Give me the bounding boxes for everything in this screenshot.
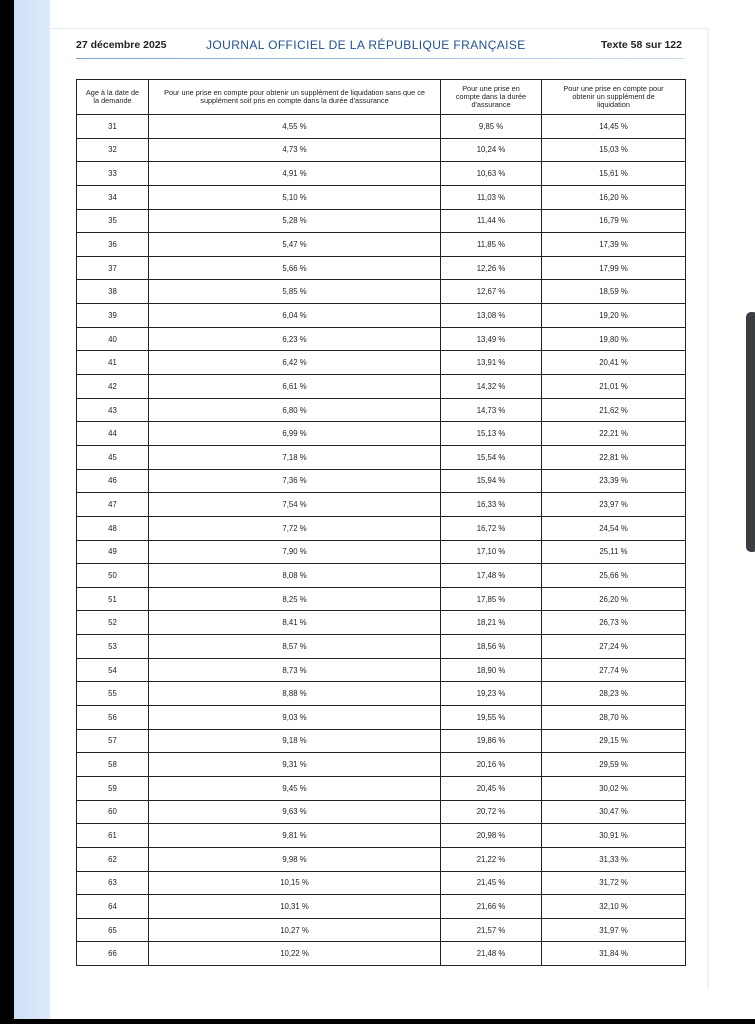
cell-age: 41	[77, 351, 149, 375]
table-row	[77, 233, 686, 257]
cell-age: 48	[77, 516, 149, 540]
table-row	[77, 327, 686, 351]
table-row	[77, 871, 686, 895]
table-row	[77, 185, 686, 209]
cell-supplement-liquidation: 16,79 %	[542, 209, 686, 233]
cell-supplement-only: 9,31 %	[149, 753, 441, 777]
table-row	[77, 138, 686, 162]
cell-age: 59	[77, 776, 149, 800]
cell-duree-assurance: 11,44 %	[441, 209, 542, 233]
column-header-supplement-only: Pour une prise en compte pour obtenir un supplément de liquidation sans que ce supplément soit pris en compte dans la durée d'assurance	[149, 80, 441, 115]
cell-age: 55	[77, 682, 149, 706]
cell-duree-assurance: 20,45 %	[441, 776, 542, 800]
cell-supplement-liquidation: 32,10 %	[542, 895, 686, 919]
rates-table	[76, 79, 686, 966]
cell-supplement-only: 5,85 %	[149, 280, 441, 304]
cell-supplement-liquidation: 30,47 %	[542, 800, 686, 824]
cell-supplement-liquidation: 24,54 %	[542, 516, 686, 540]
cell-age: 60	[77, 800, 149, 824]
cell-supplement-only: 9,45 %	[149, 776, 441, 800]
cell-supplement-liquidation: 21,01 %	[542, 375, 686, 399]
cell-supplement-liquidation: 25,66 %	[542, 564, 686, 588]
cell-duree-assurance: 21,48 %	[441, 942, 542, 966]
cell-supplement-liquidation: 22,81 %	[542, 445, 686, 469]
cell-supplement-only: 5,47 %	[149, 233, 441, 257]
cell-supplement-liquidation: 16,20 %	[542, 185, 686, 209]
cell-supplement-liquidation: 30,02 %	[542, 776, 686, 800]
cell-duree-assurance: 11,85 %	[441, 233, 542, 257]
cell-duree-assurance: 9,85 %	[441, 115, 542, 139]
cell-age: 44	[77, 422, 149, 446]
cell-supplement-only: 8,73 %	[149, 658, 441, 682]
cell-duree-assurance: 16,33 %	[441, 493, 542, 517]
cell-age: 49	[77, 540, 149, 564]
table-row	[77, 611, 686, 635]
cell-duree-assurance: 13,08 %	[441, 304, 542, 328]
table-row	[77, 895, 686, 919]
table-row	[77, 682, 686, 706]
cell-supplement-liquidation: 26,20 %	[542, 587, 686, 611]
cell-duree-assurance: 19,55 %	[441, 706, 542, 730]
cell-age: 56	[77, 706, 149, 730]
cell-age: 40	[77, 327, 149, 351]
table-row	[77, 658, 686, 682]
cell-supplement-liquidation: 29,15 %	[542, 729, 686, 753]
cell-supplement-liquidation: 15,61 %	[542, 162, 686, 186]
cell-supplement-liquidation: 27,24 %	[542, 635, 686, 659]
table-row	[77, 635, 686, 659]
cell-age: 34	[77, 185, 149, 209]
table-row	[77, 942, 686, 966]
cell-age: 47	[77, 493, 149, 517]
cell-supplement-only: 9,03 %	[149, 706, 441, 730]
cell-age: 36	[77, 233, 149, 257]
page-edge	[707, 28, 709, 988]
cell-age: 50	[77, 564, 149, 588]
cell-age: 57	[77, 729, 149, 753]
table-row	[77, 564, 686, 588]
journal-title: JOURNAL OFFICIEL DE LA RÉPUBLIQUE FRANÇAISE	[206, 38, 526, 52]
cell-age: 52	[77, 611, 149, 635]
cell-duree-assurance: 13,49 %	[441, 327, 542, 351]
column-header-duree-assurance: Pour une prise en compte dans la durée d'assurance	[441, 80, 542, 115]
cell-supplement-only: 4,55 %	[149, 115, 441, 139]
cell-duree-assurance: 15,94 %	[441, 469, 542, 493]
cell-supplement-liquidation: 20,41 %	[542, 351, 686, 375]
cell-supplement-liquidation: 31,33 %	[542, 847, 686, 871]
cell-duree-assurance: 20,16 %	[441, 753, 542, 777]
cell-age: 65	[77, 918, 149, 942]
cell-duree-assurance: 15,54 %	[441, 445, 542, 469]
cell-supplement-only: 9,81 %	[149, 824, 441, 848]
cell-supplement-only: 9,98 %	[149, 847, 441, 871]
table-row	[77, 540, 686, 564]
cell-duree-assurance: 21,22 %	[441, 847, 542, 871]
cell-age: 62	[77, 847, 149, 871]
cell-supplement-only: 8,57 %	[149, 635, 441, 659]
cell-supplement-only: 6,42 %	[149, 351, 441, 375]
table-row	[77, 398, 686, 422]
cell-supplement-liquidation: 30,91 %	[542, 824, 686, 848]
cell-supplement-liquidation: 17,99 %	[542, 256, 686, 280]
table-row	[77, 753, 686, 777]
cell-duree-assurance: 16,72 %	[441, 516, 542, 540]
cell-duree-assurance: 10,24 %	[441, 138, 542, 162]
cell-age: 53	[77, 635, 149, 659]
cell-duree-assurance: 20,72 %	[441, 800, 542, 824]
table-row	[77, 493, 686, 517]
cell-supplement-only: 6,23 %	[149, 327, 441, 351]
cell-supplement-liquidation: 19,20 %	[542, 304, 686, 328]
header-date: 27 décembre 2025	[76, 39, 167, 51]
cell-supplement-only: 7,72 %	[149, 516, 441, 540]
cell-supplement-liquidation: 14,45 %	[542, 115, 686, 139]
table-row	[77, 729, 686, 753]
cell-duree-assurance: 14,73 %	[441, 398, 542, 422]
column-header-age: Age à la date de la demande	[77, 80, 149, 115]
cell-duree-assurance: 11,03 %	[441, 185, 542, 209]
cell-supplement-only: 7,54 %	[149, 493, 441, 517]
cell-supplement-only: 6,80 %	[149, 398, 441, 422]
column-header-supplement-liquidation: Pour une prise en compte pour obtenir un supplément de liquidation	[542, 80, 686, 115]
cell-duree-assurance: 21,57 %	[441, 918, 542, 942]
table-row	[77, 776, 686, 800]
cell-age: 46	[77, 469, 149, 493]
cell-supplement-liquidation: 15,03 %	[542, 138, 686, 162]
viewer-left-margin	[14, 0, 50, 1019]
cell-supplement-only: 8,41 %	[149, 611, 441, 635]
cell-supplement-only: 10,22 %	[149, 942, 441, 966]
table-row	[77, 824, 686, 848]
cell-duree-assurance: 15,13 %	[441, 422, 542, 446]
cell-age: 63	[77, 871, 149, 895]
cell-age: 31	[77, 115, 149, 139]
cell-supplement-liquidation: 28,23 %	[542, 682, 686, 706]
page-header	[76, 36, 682, 56]
cell-supplement-only: 7,90 %	[149, 540, 441, 564]
cell-duree-assurance: 17,48 %	[441, 564, 542, 588]
cell-age: 43	[77, 398, 149, 422]
cell-supplement-liquidation: 23,39 %	[542, 469, 686, 493]
cell-age: 35	[77, 209, 149, 233]
cell-duree-assurance: 12,67 %	[441, 280, 542, 304]
cell-supplement-liquidation: 17,39 %	[542, 233, 686, 257]
cell-age: 45	[77, 445, 149, 469]
cell-supplement-only: 4,73 %	[149, 138, 441, 162]
cell-supplement-liquidation: 23,97 %	[542, 493, 686, 517]
table-row	[77, 445, 686, 469]
cell-supplement-liquidation: 22,21 %	[542, 422, 686, 446]
cell-supplement-only: 10,31 %	[149, 895, 441, 919]
cell-age: 66	[77, 942, 149, 966]
cell-supplement-liquidation: 25,11 %	[542, 540, 686, 564]
table-row	[77, 280, 686, 304]
cell-age: 54	[77, 658, 149, 682]
cell-age: 37	[77, 256, 149, 280]
cell-duree-assurance: 19,23 %	[441, 682, 542, 706]
cell-supplement-liquidation: 19,80 %	[542, 327, 686, 351]
cell-supplement-only: 5,66 %	[149, 256, 441, 280]
cell-supplement-only: 7,18 %	[149, 445, 441, 469]
cell-age: 61	[77, 824, 149, 848]
table-row	[77, 847, 686, 871]
cell-supplement-liquidation: 21,62 %	[542, 398, 686, 422]
table-header-row	[77, 80, 686, 115]
cell-supplement-only: 6,99 %	[149, 422, 441, 446]
cell-supplement-only: 5,10 %	[149, 185, 441, 209]
cell-age: 64	[77, 895, 149, 919]
cell-age: 51	[77, 587, 149, 611]
cell-supplement-only: 4,91 %	[149, 162, 441, 186]
cell-duree-assurance: 17,85 %	[441, 587, 542, 611]
cell-duree-assurance: 13,91 %	[441, 351, 542, 375]
cell-age: 58	[77, 753, 149, 777]
table-row	[77, 422, 686, 446]
table-row	[77, 469, 686, 493]
cell-duree-assurance: 18,21 %	[441, 611, 542, 635]
cell-duree-assurance: 10,63 %	[441, 162, 542, 186]
table-row	[77, 209, 686, 233]
cell-supplement-only: 9,63 %	[149, 800, 441, 824]
cell-supplement-only: 10,27 %	[149, 918, 441, 942]
cell-supplement-only: 10,15 %	[149, 871, 441, 895]
cell-supplement-only: 8,08 %	[149, 564, 441, 588]
cell-supplement-only: 5,28 %	[149, 209, 441, 233]
cell-supplement-only: 8,25 %	[149, 587, 441, 611]
cell-supplement-only: 8,88 %	[149, 682, 441, 706]
cell-age: 32	[77, 138, 149, 162]
cell-duree-assurance: 21,66 %	[441, 895, 542, 919]
header-texte-number: Texte 58 sur 122	[601, 39, 682, 51]
table-row	[77, 115, 686, 139]
cell-supplement-liquidation: 18,59 %	[542, 280, 686, 304]
cell-age: 39	[77, 304, 149, 328]
cell-supplement-liquidation: 31,97 %	[542, 918, 686, 942]
scrollbar-handle[interactable]	[746, 312, 755, 552]
cell-duree-assurance: 21,45 %	[441, 871, 542, 895]
table-row	[77, 351, 686, 375]
table-row	[77, 706, 686, 730]
cell-age: 42	[77, 375, 149, 399]
cell-duree-assurance: 19,86 %	[441, 729, 542, 753]
table-row	[77, 162, 686, 186]
cell-duree-assurance: 12,26 %	[441, 256, 542, 280]
header-divider	[76, 58, 684, 59]
table-row	[77, 516, 686, 540]
cell-duree-assurance: 14,32 %	[441, 375, 542, 399]
cell-age: 33	[77, 162, 149, 186]
table-row	[77, 375, 686, 399]
table-row	[77, 304, 686, 328]
cell-supplement-liquidation: 26,73 %	[542, 611, 686, 635]
cell-supplement-liquidation: 28,70 %	[542, 706, 686, 730]
cell-supplement-liquidation: 27,74 %	[542, 658, 686, 682]
cell-supplement-only: 6,04 %	[149, 304, 441, 328]
cell-duree-assurance: 20,98 %	[441, 824, 542, 848]
cell-supplement-only: 6,61 %	[149, 375, 441, 399]
cell-duree-assurance: 17,10 %	[441, 540, 542, 564]
cell-duree-assurance: 18,90 %	[441, 658, 542, 682]
cell-supplement-only: 7,36 %	[149, 469, 441, 493]
cell-duree-assurance: 18,56 %	[441, 635, 542, 659]
table-row	[77, 800, 686, 824]
cell-supplement-liquidation: 31,72 %	[542, 871, 686, 895]
table-row	[77, 918, 686, 942]
cell-supplement-only: 9,18 %	[149, 729, 441, 753]
table-row	[77, 587, 686, 611]
cell-age: 38	[77, 280, 149, 304]
table-row	[77, 256, 686, 280]
cell-supplement-liquidation: 31,84 %	[542, 942, 686, 966]
cell-supplement-liquidation: 29,59 %	[542, 753, 686, 777]
